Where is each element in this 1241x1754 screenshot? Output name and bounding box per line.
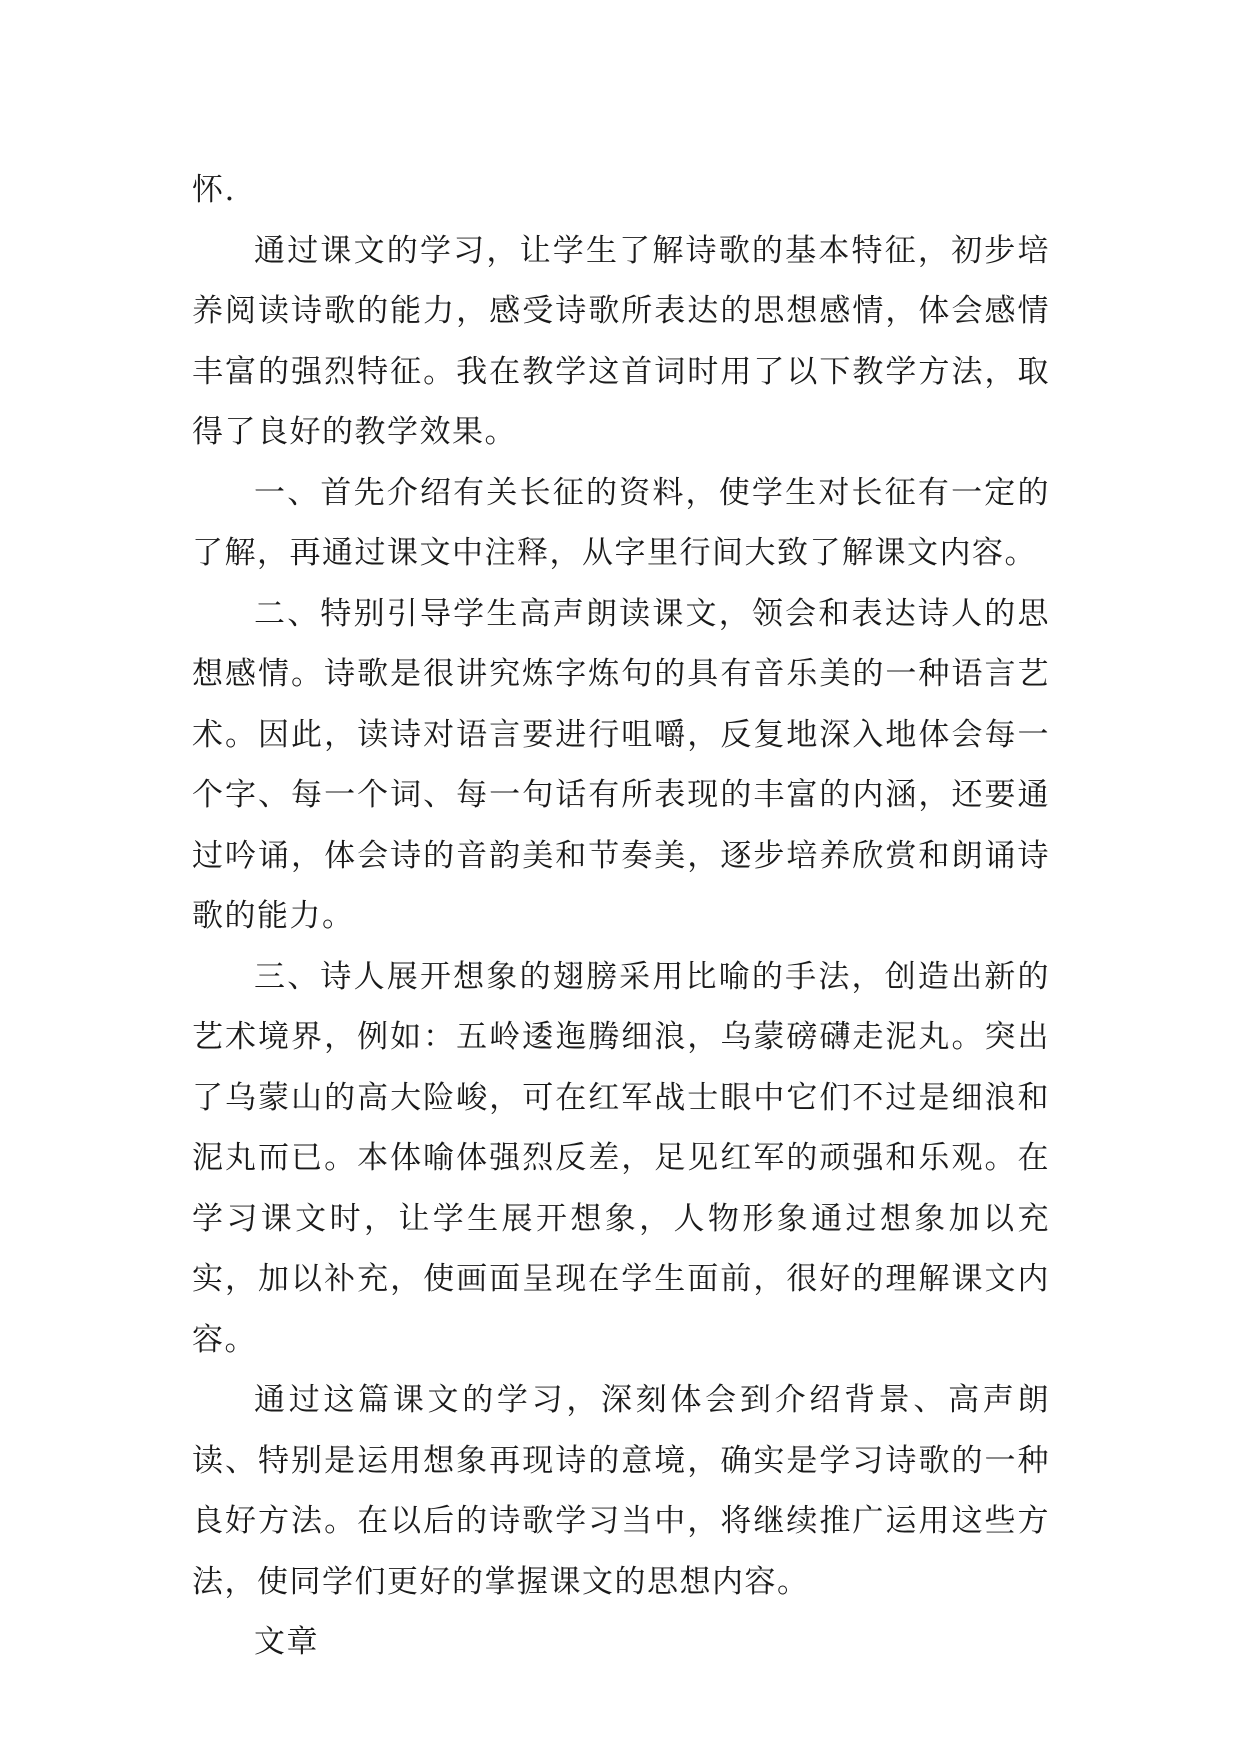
- paragraph-point-three: 三、诗人展开想象的翅膀采用比喻的手法，创造出新的艺术境界，例如：五岭逶迤腾细浪，乌蒙磅礴走泥丸。突出了乌蒙山的高大险峻，可在红军战士眼中它们不过是细浪和泥丸而已。本体喻体强烈反差，足见红军的顽强和乐观。在学习课文时，让学生展开想象，人物形象通过想象加以充实，加以补充，使画面呈现在学生面前，很好的理解课文内容。: [192, 958, 1050, 1358]
- paragraph-footer-label: 文章: [254, 1624, 319, 1660]
- paragraph-intro: 通过课文的学习，让学生了解诗歌的基本特征，初步培养阅读诗歌的能力，感受诗歌所表达的思想感情，体会感情丰富的强烈特征。我在教学这首词时用了以下教学方法，取得了良好的教学效果。: [192, 232, 1050, 450]
- paragraph-point-one: 一、首先介绍有关长征的资料，使学生对长征有一定的了解，再通过课文中注释，从字里行间大致了解课文内容。: [192, 474, 1050, 571]
- paragraph-point-two: 二、特别引导学生高声朗读课文，领会和表达诗人的思想感情。诗歌是很讲究炼字炼句的具有音乐美的一种语言艺术。因此，读诗对语言要进行咀嚼，反复地深入地体会每一个字、每一个词、每一句话有所表现的丰富的内涵，还要通过吟诵，体会诗的音韵美和节奏美，逐步培养欣赏和朗诵诗歌的能力。: [192, 595, 1050, 934]
- paragraph-conclusion: 通过这篇课文的学习，深刻体会到介绍背景、高声朗读、特别是运用想象再现诗的意境，确实是学习诗歌的一种良好方法。在以后的诗歌学习当中，将继续推广运用这些方法，使同学们更好的掌握课文的思想内容。: [192, 1382, 1050, 1600]
- document-body: [192, 160, 1050, 1673]
- paragraph-continuation: 怀.: [192, 172, 236, 208]
